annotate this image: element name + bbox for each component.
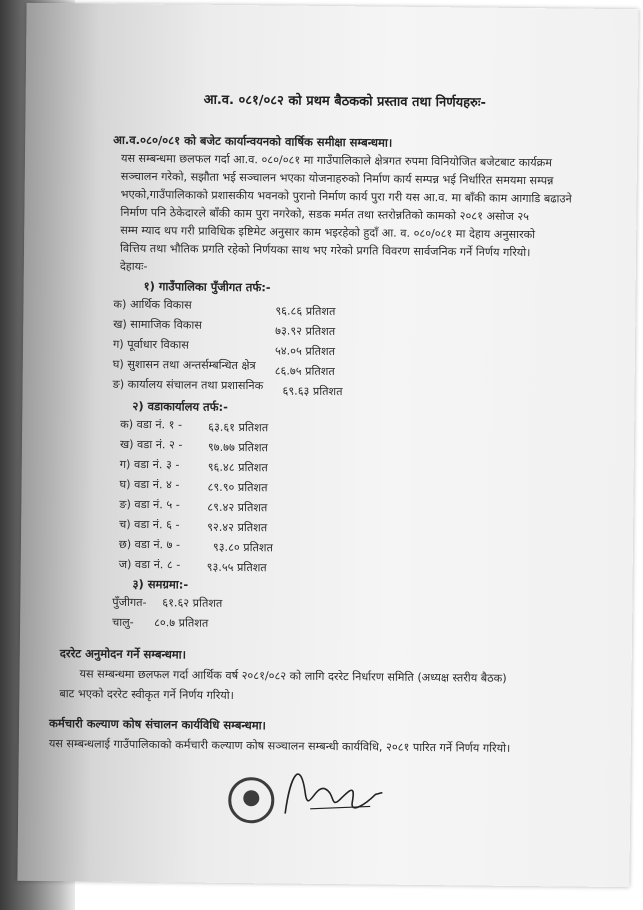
- office-seal: [228, 777, 274, 823]
- group1-item-label: ङ) कार्यालय संचालन तथा प्रशासनिक: [112, 377, 264, 393]
- signature: [280, 754, 391, 825]
- section1-line: वित्तिय तथा भौतिक प्रगति रहेको निर्णयका साथ भए गरेको प्रगति विवरण सार्वजनिक गर्ने निर्णय गरियो।: [119, 241, 531, 260]
- section2-line: यस सम्बन्धमा छलफल गर्दा आर्थिक वर्ष २०८१/०८२ को लागि दररेट निर्धारण समिति (अध्यक्ष स्तरीय बैठक): [79, 667, 507, 685]
- section1-line: निर्माण पनि ठेकेदारले बाँकी काम पुरा नगरेको, सडक मर्मत तथा स्तरोन्नतिको कामको २०८१ असोज २५: [120, 205, 530, 224]
- section2-line: बाट भएको दररेट स्वीकृत गर्ने निर्णय गरियो।: [59, 687, 235, 703]
- page-title: आ.व. ०८१/०८२ को प्रथम बैठकको प्रस्ताव तथा निर्णयहरुः-: [203, 92, 486, 111]
- group2-item-value: ८९.९० प्रतिशत: [207, 480, 268, 495]
- group2-item-value: ९६.४८ प्रतिशत: [207, 460, 268, 475]
- group2-item-value: ८९.४२ प्रतिशत: [207, 500, 268, 515]
- group2-item-label: ज) वडा नं. ८ -: [118, 557, 181, 572]
- group1-item-value: ९६.८६ प्रतिशत: [275, 304, 336, 319]
- group2-item-value: ९३.५५ प्रतिशत: [206, 560, 267, 575]
- group1-item-label: घ) सुशासन तथा अन्तर्सम्बन्धित क्षेत्र: [112, 357, 256, 373]
- section1-line: सम्म म्याद थप गरी प्राविधिक इष्टिमेट अनुसार काम भइरहेको हुदाँ आ. व. ०८०/०८१ मा देहाय अनुसारको: [120, 223, 536, 242]
- section3-line: यस सम्बन्धलाई गाउँपालिकाको कर्मचारी कल्याण कोष सञ्चालन सम्बन्धी कार्यविधि, २०८१ पारित गर्ने निर्णय गरियो।: [48, 737, 511, 755]
- group1-item-label: ग) पूर्वाधार विकास: [112, 337, 189, 352]
- group3-heading: ३) समग्रमा:-: [132, 576, 189, 592]
- group1-item-label: ख) सामाजिक विकास: [113, 317, 202, 332]
- group2-item-value: ९३.८० प्रतिशत: [212, 540, 274, 555]
- group1-item-value: ७३.९२ प्रतिशत: [275, 324, 336, 339]
- section1-line: भएको,गाउँपालिकाको प्रशासकीय भवनको पुरानो निर्माण कार्य पुरा गरी यस आ.व. मा बाँकी काम आगाडि बढाउने: [120, 187, 572, 206]
- group2-item-label: क) वडा नं. १ -: [120, 417, 183, 432]
- group2-item-value: ९७.७७ प्रतिशत: [207, 440, 269, 455]
- group1-item-value: ६९.६३ प्रतिशत: [282, 384, 343, 399]
- section2-heading: दररेट अनुमोदन गर्ने सम्बन्धमा।: [59, 646, 187, 662]
- section1-line: सञ्चालन गरेको, सझौता भई सञ्चालन भएका योजनाहरुको निर्माण कार्य सम्पन्न भई निर्धारित समयमा सम्पन्न: [120, 169, 554, 188]
- group1-item-value: ५४.०५ प्रतिशत: [274, 344, 336, 359]
- group2-item-label: छ) वडा नं. ७ -: [118, 537, 181, 552]
- group3-item-label: पुँजीगत-: [112, 595, 147, 610]
- group2-item-label: ङ) वडा नं. ५ -: [119, 497, 180, 512]
- group2-item-value: ९२.४२ प्रतिशत: [207, 520, 268, 535]
- group1-item-label: क) आर्थिक विकास: [113, 297, 192, 312]
- group3-item-value: ८०.७ प्रतिशत: [154, 616, 209, 630]
- section3-heading: कर्मचारी कल्याण कोष संचालन कार्यविधि सम्बन्धमा।: [48, 716, 267, 733]
- section1-heading: आ.व.०८०/०८१ को बजेट कार्यान्वयनको वार्षिक समीक्षा सम्बन्धमा।: [113, 132, 393, 150]
- group2-item-label: ख) वडा नं. २ -: [119, 437, 183, 452]
- group2-item-label: च) वडा नं. ६ -: [119, 517, 180, 532]
- group2-item-label: ग) वडा नं. ३ -: [119, 457, 180, 472]
- group3-item-value: ६१.६२ प्रतिशत: [162, 596, 223, 610]
- group3-item-label: चालु-: [112, 615, 134, 629]
- group2-heading: २) वडाकार्यालय तर्फ:-: [132, 398, 228, 414]
- section1-line: यस सम्बन्धमा छलफल गर्दा आ.व. ०८०/०८१ मा गाउँपालिकाले क्षेत्रगत रुपमा विनियोजित बजेटबाट कार्यक्रम: [120, 151, 553, 170]
- document-page: [17, 3, 638, 887]
- seal-emblem: [243, 790, 259, 806]
- section1-line: देहायः-: [119, 259, 148, 274]
- group2-item-value: ६३.६१ प्रतिशत: [208, 420, 269, 435]
- group1-item-value: ८६.७५ प्रतिशत: [274, 364, 335, 379]
- group1-heading: १) गाउँपालिका पुँजीगत तर्फ:-: [143, 279, 271, 295]
- group2-item-label: घ) वडा नं. ४ -: [119, 477, 180, 492]
